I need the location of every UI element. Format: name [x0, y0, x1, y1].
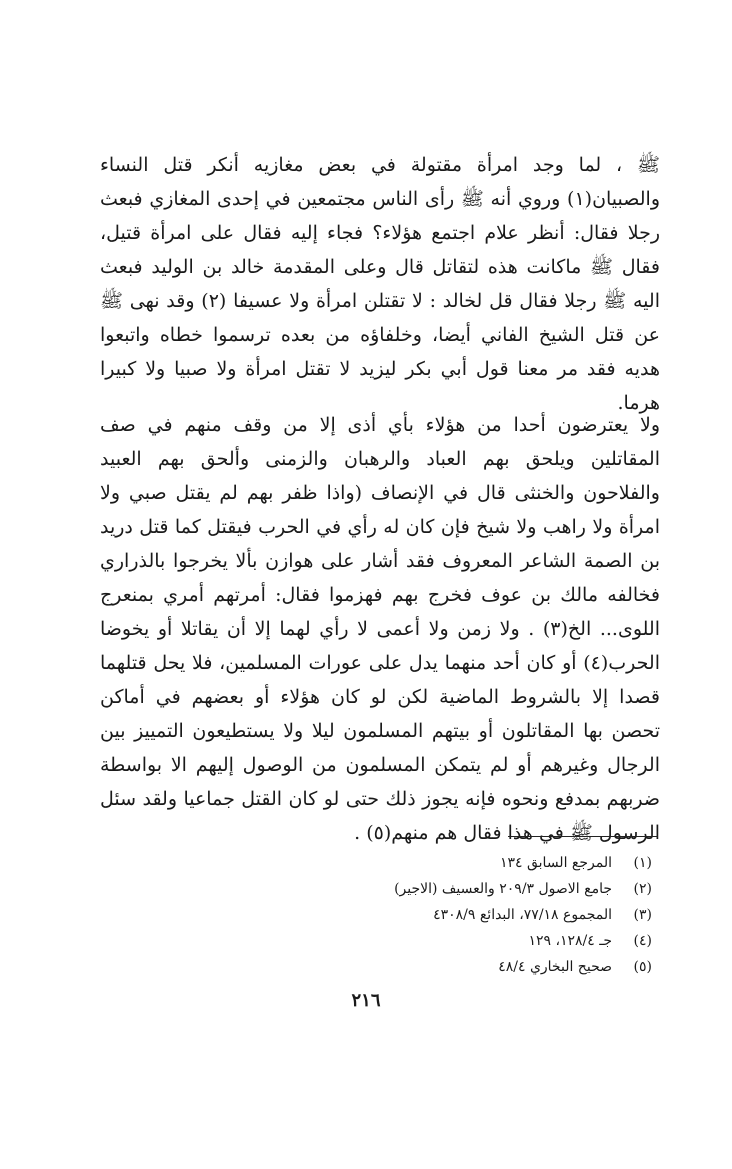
footnote-text: جـ ١٢٨/٤، ١٢٩ — [528, 933, 612, 949]
footnote-number: (٤) — [633, 933, 652, 949]
footnote-item — [292, 954, 652, 980]
footnote-number: (٣) — [633, 907, 652, 923]
footnote-text: المرجع السابق ١٣٤ — [499, 855, 612, 871]
footnote-item — [292, 902, 652, 928]
footnotes-list — [292, 850, 652, 980]
footnote-text: صحيح البخاري ٤٨/٤ — [498, 959, 612, 975]
footnote-text: المجموع ٧٧/١٨، البدائع ٤٣٠٨/٩ — [433, 907, 612, 923]
footnote-number: (٢) — [633, 881, 652, 897]
footnote-text: جامع الاصول ٢٠٩/٣ والعسيف (الاجير) — [394, 881, 612, 897]
footnote-number: (٥) — [633, 959, 652, 975]
page-number: ٢١٦ — [351, 990, 381, 1011]
body-paragraph-1: ﷺ ، لما وجد امرأة مقتولة في بعض مغازيه أنكر قتل النساء والصبيان(١) وروي أنه ﷺ رأى الناس مجتمعين في إحدى المغازي فبعث رجلا فقال: أنظر علام اجتمع هؤلاء؟ فجاء إليه فقال على امرأة قتيل، فقال ﷺ ماكانت هذه لتقاتل قال وعلى المقدمة خالد بن الوليد فبعث اليه ﷺ رجلا فقال قل لخالد : لا تقتلن امرأة ولا عسيفا (٢) وقد نهى ﷺ عن قتل الشيخ الفاني أيضا، وخلفاؤه من بعده ترسموا خطاه واتبعوا هديه فقد مر معنا قول أبي بكر ليزيد لا تقتل امرأة ولا صبيا ولا كبيرا هرما. — [100, 154, 660, 414]
footnote-item — [292, 928, 652, 954]
footnote-item — [292, 850, 652, 876]
body-paragraph-2: ولا يعترضون أحدا من هؤلاء بأي أذى إلا من وقف منهم في صف المقاتلين ويلحق بهم العباد والرهبان والزمنى وألحق بهم العبيد والفلاحون والخنثى قال في الإنصاف (واذا ظفر بهم لم يقتل صبي ولا امرأة ولا راهب ولا شيخ فإن كان له رأي في الحرب فيقتل كما قتل دريد بن الصمة الشاعر المعروف فقد أشار على هوازن بألا يخرجوا بالذراري فخالفه مالك بن عوف فخرج بهم فهزموا فقال: أمرتهم أمري بمنعرج اللوى... الخ(٣) . ولا زمن ولا أعمى لا رأي لهما إلا أن يقاتلا أو يخوضا الحرب(٤) أو كان أحد منهما يدل على عورات المسلمين، فلا يحل قتلهما قصدا إلا بالشروط الماضية لكن لو كان هؤلاء أو بعضهم في أماكن تحصن بها المقاتلون أو بيتهم المسلمون ليلا ولا يستطيعون التمييز بين الرجال وغيرهم أو لم يتمكن المسلمون من الوصول إليهم الا بواسطة ضربهم بمدفع ونحوه فإنه يجوز ذلك حتى لو كان القتل جماعيا ولقد سئل الرسول ﷺ في هذا فقال هم منهم(٥) . — [100, 414, 660, 844]
footnote-divider — [508, 836, 658, 837]
footnote-number: (١) — [633, 855, 652, 871]
footnote-item — [292, 876, 652, 902]
